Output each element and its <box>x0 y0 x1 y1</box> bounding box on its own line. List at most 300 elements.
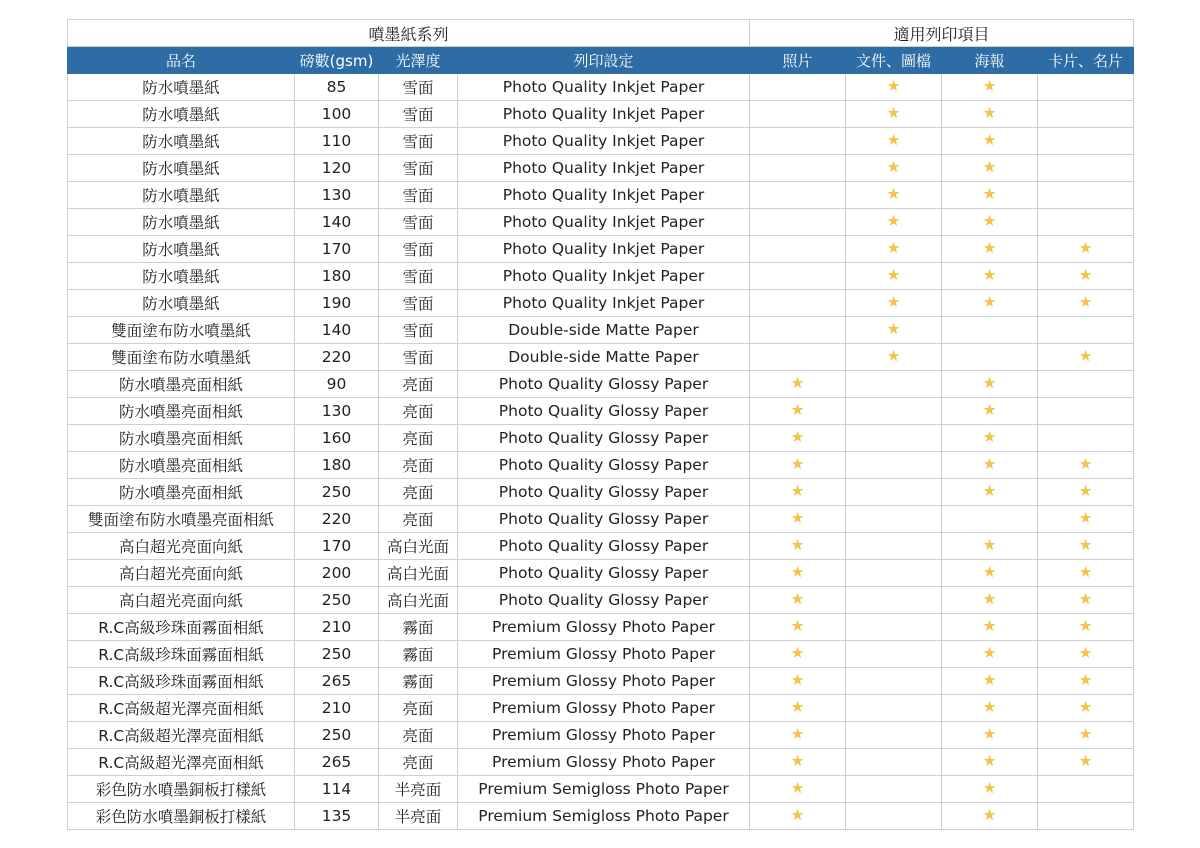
cell-finish: 雪面 <box>379 344 458 371</box>
cell-gsm: 250 <box>295 722 379 749</box>
cell-name: 防水噴墨亮面相紙 <box>68 479 295 506</box>
poster-star-icon: ★ <box>982 698 997 717</box>
poster-star-icon: ★ <box>982 644 997 663</box>
cell-card <box>1038 371 1134 398</box>
cell-gsm: 130 <box>295 182 379 209</box>
cell-setting: Premium Glossy Photo Paper <box>458 695 750 722</box>
table-row <box>68 425 1134 452</box>
cell-setting: Photo Quality Glossy Paper <box>458 371 750 398</box>
table-row <box>68 74 1134 101</box>
cell-gsm: 210 <box>295 695 379 722</box>
cell-poster <box>942 317 1038 344</box>
card-star-icon: ★ <box>1078 455 1093 474</box>
cell-setting: Premium Semigloss Photo Paper <box>458 803 750 830</box>
table-row <box>68 290 1134 317</box>
cell-finish: 霧面 <box>379 614 458 641</box>
cell-finish: 雪面 <box>379 128 458 155</box>
series-group-header: 噴墨紙系列 <box>68 20 750 47</box>
cell-gsm: 210 <box>295 614 379 641</box>
cell-name: 高白超光亮面向紙 <box>68 587 295 614</box>
cell-card <box>1038 587 1134 614</box>
cell-document <box>846 317 942 344</box>
cell-card <box>1038 479 1134 506</box>
poster-star-icon: ★ <box>982 590 997 609</box>
cell-document <box>846 452 942 479</box>
cell-card <box>1038 776 1134 803</box>
cell-setting: Photo Quality Inkjet Paper <box>458 74 750 101</box>
cell-photo <box>750 560 846 587</box>
header-card: 卡片、名片 <box>1038 47 1134 74</box>
table-row <box>68 317 1134 344</box>
photo-star-icon: ★ <box>790 752 805 771</box>
cell-poster <box>942 101 1038 128</box>
photo-star-icon: ★ <box>790 428 805 447</box>
cell-card <box>1038 614 1134 641</box>
cell-name: 防水噴墨亮面相紙 <box>68 452 295 479</box>
poster-star-icon: ★ <box>982 266 997 285</box>
cell-document <box>846 776 942 803</box>
cell-gsm: 250 <box>295 641 379 668</box>
cell-card <box>1038 155 1134 182</box>
table-row <box>68 533 1134 560</box>
cell-card <box>1038 236 1134 263</box>
cell-card <box>1038 560 1134 587</box>
cell-document <box>846 506 942 533</box>
paper-spec-table <box>67 19 1134 830</box>
cell-name: 高白超光亮面向紙 <box>68 533 295 560</box>
photo-star-icon: ★ <box>790 482 805 501</box>
cell-poster <box>942 479 1038 506</box>
cell-poster <box>942 155 1038 182</box>
cell-name: 防水噴墨紙 <box>68 182 295 209</box>
cell-gsm: 120 <box>295 155 379 182</box>
cell-gsm: 100 <box>295 101 379 128</box>
cell-photo <box>750 182 846 209</box>
cell-document <box>846 398 942 425</box>
cell-photo <box>750 236 846 263</box>
header-gsm: 磅數(gsm) <box>295 47 379 74</box>
cell-finish: 霧面 <box>379 668 458 695</box>
cell-finish: 雪面 <box>379 290 458 317</box>
cell-name: 防水噴墨紙 <box>68 290 295 317</box>
table-row <box>68 236 1134 263</box>
cell-finish: 亮面 <box>379 695 458 722</box>
card-star-icon: ★ <box>1078 617 1093 636</box>
cell-card <box>1038 263 1134 290</box>
cell-setting: Photo Quality Glossy Paper <box>458 533 750 560</box>
cell-card <box>1038 209 1134 236</box>
cell-setting: Photo Quality Inkjet Paper <box>458 155 750 182</box>
poster-star-icon: ★ <box>982 374 997 393</box>
cell-finish: 亮面 <box>379 506 458 533</box>
cell-photo <box>750 695 846 722</box>
cell-document <box>846 155 942 182</box>
cell-document <box>846 533 942 560</box>
poster-star-icon: ★ <box>982 752 997 771</box>
cell-setting: Premium Glossy Photo Paper <box>458 641 750 668</box>
cell-name: 彩色防水噴墨銅板打樣紙 <box>68 776 295 803</box>
photo-star-icon: ★ <box>790 644 805 663</box>
cell-gsm: 110 <box>295 128 379 155</box>
document-star-icon: ★ <box>886 320 901 339</box>
cell-photo <box>750 803 846 830</box>
cell-name: 雙面塗布防水噴墨紙 <box>68 317 295 344</box>
cell-poster <box>942 128 1038 155</box>
document-star-icon: ★ <box>886 239 901 258</box>
group-header-row <box>68 20 1134 47</box>
cell-finish: 雪面 <box>379 155 458 182</box>
poster-star-icon: ★ <box>982 806 997 825</box>
card-star-icon: ★ <box>1078 536 1093 555</box>
cell-setting: Double-side Matte Paper <box>458 317 750 344</box>
cell-setting: Photo Quality Glossy Paper <box>458 587 750 614</box>
cell-poster <box>942 668 1038 695</box>
cell-photo <box>750 641 846 668</box>
cell-document <box>846 209 942 236</box>
cell-finish: 雪面 <box>379 263 458 290</box>
cell-gsm: 140 <box>295 317 379 344</box>
cell-document <box>846 749 942 776</box>
table-row <box>68 155 1134 182</box>
cell-finish: 雪面 <box>379 74 458 101</box>
cell-poster <box>942 803 1038 830</box>
photo-star-icon: ★ <box>790 509 805 528</box>
cell-document <box>846 695 942 722</box>
cell-document <box>846 74 942 101</box>
cell-finish: 雪面 <box>379 236 458 263</box>
cell-finish: 高白光面 <box>379 533 458 560</box>
cell-setting: Premium Glossy Photo Paper <box>458 668 750 695</box>
document-star-icon: ★ <box>886 293 901 312</box>
table-row <box>68 668 1134 695</box>
cell-setting: Photo Quality Inkjet Paper <box>458 182 750 209</box>
cell-gsm: 220 <box>295 344 379 371</box>
cell-finish: 高白光面 <box>379 587 458 614</box>
cell-card <box>1038 533 1134 560</box>
cell-gsm: 114 <box>295 776 379 803</box>
cell-name: R.C高級珍珠面霧面相紙 <box>68 614 295 641</box>
table-row <box>68 749 1134 776</box>
document-star-icon: ★ <box>886 185 901 204</box>
cell-photo <box>750 425 846 452</box>
poster-star-icon: ★ <box>982 779 997 798</box>
photo-star-icon: ★ <box>790 455 805 474</box>
cell-gsm: 85 <box>295 74 379 101</box>
cell-setting: Photo Quality Inkjet Paper <box>458 128 750 155</box>
poster-star-icon: ★ <box>982 455 997 474</box>
cell-photo <box>750 290 846 317</box>
cell-photo <box>750 74 846 101</box>
cell-document <box>846 236 942 263</box>
table-row <box>68 479 1134 506</box>
cell-photo <box>750 263 846 290</box>
cell-poster <box>942 290 1038 317</box>
table-row <box>68 614 1134 641</box>
document-star-icon: ★ <box>886 347 901 366</box>
cell-card <box>1038 668 1134 695</box>
document-star-icon: ★ <box>886 266 901 285</box>
cell-name: 防水噴墨紙 <box>68 209 295 236</box>
cell-name: 高白超光亮面向紙 <box>68 560 295 587</box>
cell-name: 防水噴墨亮面相紙 <box>68 398 295 425</box>
table-row <box>68 722 1134 749</box>
cell-card <box>1038 641 1134 668</box>
cell-finish: 亮面 <box>379 398 458 425</box>
cell-poster <box>942 182 1038 209</box>
cell-name: R.C高級超光澤亮面相紙 <box>68 749 295 776</box>
poster-star-icon: ★ <box>982 131 997 150</box>
cell-photo <box>750 155 846 182</box>
cell-finish: 亮面 <box>379 425 458 452</box>
poster-star-icon: ★ <box>982 401 997 420</box>
document-star-icon: ★ <box>886 104 901 123</box>
cell-setting: Photo Quality Glossy Paper <box>458 425 750 452</box>
cell-card <box>1038 398 1134 425</box>
cell-card <box>1038 452 1134 479</box>
cell-photo <box>750 398 846 425</box>
cell-gsm: 180 <box>295 452 379 479</box>
cell-card <box>1038 749 1134 776</box>
cell-poster <box>942 425 1038 452</box>
cell-gsm: 265 <box>295 668 379 695</box>
cell-poster <box>942 560 1038 587</box>
photo-star-icon: ★ <box>790 671 805 690</box>
cell-setting: Premium Glossy Photo Paper <box>458 749 750 776</box>
photo-star-icon: ★ <box>790 698 805 717</box>
poster-star-icon: ★ <box>982 536 997 555</box>
cell-photo <box>750 722 846 749</box>
cell-document <box>846 182 942 209</box>
card-star-icon: ★ <box>1078 590 1093 609</box>
cell-finish: 半亮面 <box>379 803 458 830</box>
cell-photo <box>750 506 846 533</box>
header-poster: 海報 <box>942 47 1038 74</box>
cell-card <box>1038 74 1134 101</box>
cell-card <box>1038 182 1134 209</box>
card-star-icon: ★ <box>1078 752 1093 771</box>
table-row <box>68 776 1134 803</box>
cell-document <box>846 290 942 317</box>
cell-setting: Photo Quality Glossy Paper <box>458 398 750 425</box>
cell-gsm: 200 <box>295 560 379 587</box>
card-star-icon: ★ <box>1078 563 1093 582</box>
photo-star-icon: ★ <box>790 374 805 393</box>
cell-name: R.C高級超光澤亮面相紙 <box>68 695 295 722</box>
poster-star-icon: ★ <box>982 158 997 177</box>
cell-name: R.C高級珍珠面霧面相紙 <box>68 668 295 695</box>
cell-name: 防水噴墨紙 <box>68 263 295 290</box>
photo-star-icon: ★ <box>790 725 805 744</box>
card-star-icon: ★ <box>1078 509 1093 528</box>
cell-setting: Photo Quality Inkjet Paper <box>458 236 750 263</box>
cell-poster <box>942 452 1038 479</box>
cell-poster <box>942 236 1038 263</box>
cell-finish: 霧面 <box>379 641 458 668</box>
photo-star-icon: ★ <box>790 617 805 636</box>
cell-name: 防水噴墨紙 <box>68 101 295 128</box>
cell-name: 雙面塗布防水噴墨紙 <box>68 344 295 371</box>
document-star-icon: ★ <box>886 131 901 150</box>
cell-gsm: 90 <box>295 371 379 398</box>
poster-star-icon: ★ <box>982 428 997 447</box>
table-row <box>68 128 1134 155</box>
cell-card <box>1038 425 1134 452</box>
header-photo: 照片 <box>750 47 846 74</box>
cell-setting: Photo Quality Glossy Paper <box>458 479 750 506</box>
cell-gsm: 220 <box>295 506 379 533</box>
cell-document <box>846 722 942 749</box>
cell-finish: 雪面 <box>379 317 458 344</box>
cell-card <box>1038 128 1134 155</box>
cell-photo <box>750 668 846 695</box>
poster-star-icon: ★ <box>982 104 997 123</box>
card-star-icon: ★ <box>1078 725 1093 744</box>
cell-photo <box>750 587 846 614</box>
cell-setting: Photo Quality Inkjet Paper <box>458 209 750 236</box>
cell-finish: 亮面 <box>379 722 458 749</box>
table-row <box>68 452 1134 479</box>
cell-photo <box>750 101 846 128</box>
cell-card <box>1038 803 1134 830</box>
cell-gsm: 160 <box>295 425 379 452</box>
cell-document <box>846 425 942 452</box>
cell-setting: Premium Glossy Photo Paper <box>458 614 750 641</box>
cell-poster <box>942 209 1038 236</box>
cell-document <box>846 587 942 614</box>
cell-card <box>1038 317 1134 344</box>
cell-finish: 亮面 <box>379 479 458 506</box>
cell-setting: Photo Quality Inkjet Paper <box>458 290 750 317</box>
header-finish: 光澤度 <box>379 47 458 74</box>
poster-star-icon: ★ <box>982 77 997 96</box>
cell-setting: Photo Quality Inkjet Paper <box>458 101 750 128</box>
poster-star-icon: ★ <box>982 617 997 636</box>
cell-finish: 亮面 <box>379 452 458 479</box>
cell-poster <box>942 74 1038 101</box>
cell-name: 防水噴墨亮面相紙 <box>68 371 295 398</box>
table-row <box>68 506 1134 533</box>
cell-document <box>846 263 942 290</box>
cell-gsm: 130 <box>295 398 379 425</box>
cell-gsm: 170 <box>295 533 379 560</box>
cell-document <box>846 560 942 587</box>
poster-star-icon: ★ <box>982 293 997 312</box>
card-star-icon: ★ <box>1078 266 1093 285</box>
cell-name: 雙面塗布防水噴墨亮面相紙 <box>68 506 295 533</box>
cell-gsm: 170 <box>295 236 379 263</box>
card-star-icon: ★ <box>1078 293 1093 312</box>
cell-document <box>846 101 942 128</box>
cell-poster <box>942 371 1038 398</box>
photo-star-icon: ★ <box>790 536 805 555</box>
cell-photo <box>750 452 846 479</box>
cell-gsm: 140 <box>295 209 379 236</box>
cell-photo <box>750 533 846 560</box>
cell-document <box>846 614 942 641</box>
cell-gsm: 180 <box>295 263 379 290</box>
cell-name: 防水噴墨紙 <box>68 155 295 182</box>
cell-card <box>1038 290 1134 317</box>
cell-setting: Premium Semigloss Photo Paper <box>458 776 750 803</box>
cell-poster <box>942 722 1038 749</box>
document-star-icon: ★ <box>886 77 901 96</box>
document-star-icon: ★ <box>886 212 901 231</box>
photo-star-icon: ★ <box>790 806 805 825</box>
table-row <box>68 695 1134 722</box>
cell-name: 防水噴墨亮面相紙 <box>68 425 295 452</box>
cell-finish: 雪面 <box>379 101 458 128</box>
cell-poster <box>942 776 1038 803</box>
cell-photo <box>750 344 846 371</box>
table-row <box>68 344 1134 371</box>
photo-star-icon: ★ <box>790 590 805 609</box>
table-row <box>68 101 1134 128</box>
cell-setting: Double-side Matte Paper <box>458 344 750 371</box>
column-header-row <box>68 47 1134 74</box>
header-name: 品名 <box>68 47 295 74</box>
cell-finish: 半亮面 <box>379 776 458 803</box>
cell-gsm: 265 <box>295 749 379 776</box>
table-row <box>68 182 1134 209</box>
document-star-icon: ★ <box>886 158 901 177</box>
photo-star-icon: ★ <box>790 779 805 798</box>
table-row <box>68 371 1134 398</box>
table-row <box>68 209 1134 236</box>
header-setting: 列印設定 <box>458 47 750 74</box>
table-row <box>68 398 1134 425</box>
cell-photo <box>750 209 846 236</box>
cell-poster <box>942 614 1038 641</box>
cell-poster <box>942 506 1038 533</box>
cell-setting: Photo Quality Inkjet Paper <box>458 263 750 290</box>
cell-gsm: 250 <box>295 587 379 614</box>
cell-gsm: 190 <box>295 290 379 317</box>
cell-photo <box>750 749 846 776</box>
poster-star-icon: ★ <box>982 725 997 744</box>
cell-poster <box>942 749 1038 776</box>
cell-finish: 亮面 <box>379 371 458 398</box>
poster-star-icon: ★ <box>982 212 997 231</box>
cell-document <box>846 479 942 506</box>
card-star-icon: ★ <box>1078 482 1093 501</box>
cell-gsm: 250 <box>295 479 379 506</box>
cell-finish: 亮面 <box>379 749 458 776</box>
cell-name: 防水噴墨紙 <box>68 128 295 155</box>
table-body <box>68 74 1134 830</box>
card-star-icon: ★ <box>1078 698 1093 717</box>
poster-star-icon: ★ <box>982 239 997 258</box>
cell-poster <box>942 533 1038 560</box>
cell-name: 防水噴墨紙 <box>68 236 295 263</box>
cell-document <box>846 344 942 371</box>
cell-poster <box>942 344 1038 371</box>
cell-setting: Photo Quality Glossy Paper <box>458 452 750 479</box>
cell-poster <box>942 398 1038 425</box>
cell-photo <box>750 317 846 344</box>
cell-card <box>1038 506 1134 533</box>
cell-name: R.C高級珍珠面霧面相紙 <box>68 641 295 668</box>
poster-star-icon: ★ <box>982 185 997 204</box>
applications-group-header: 適用列印項目 <box>750 20 1134 47</box>
cell-document <box>846 668 942 695</box>
card-star-icon: ★ <box>1078 644 1093 663</box>
table-row <box>68 803 1134 830</box>
header-document: 文件、圖檔 <box>846 47 942 74</box>
card-star-icon: ★ <box>1078 239 1093 258</box>
table-row <box>68 641 1134 668</box>
cell-card <box>1038 695 1134 722</box>
photo-star-icon: ★ <box>790 563 805 582</box>
